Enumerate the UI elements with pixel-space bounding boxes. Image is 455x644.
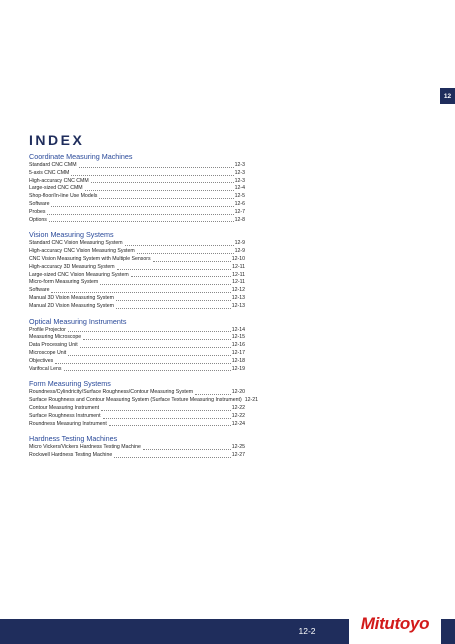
index-entry[interactable] <box>29 397 258 405</box>
entry-label: Probes <box>29 208 46 215</box>
dot-leader <box>64 370 231 371</box>
entry-page: 12-3 <box>234 169 245 176</box>
index-section <box>29 317 245 374</box>
index-entry[interactable] <box>29 366 245 374</box>
entry-page: 12-5 <box>234 193 245 200</box>
entry-page: 12-11 <box>232 279 245 286</box>
entry-label: Measuring Microscope <box>29 334 82 341</box>
index-section <box>29 379 258 428</box>
entry-label: Roundness/Cylindricity/Surface Roughness/Contour Measuring System <box>29 389 194 396</box>
index-entry[interactable] <box>29 240 245 248</box>
index-entry[interactable] <box>29 287 245 295</box>
dot-leader <box>116 300 231 301</box>
index-section <box>29 434 245 460</box>
index-entry[interactable] <box>29 201 245 209</box>
section-title: Vision Measuring Systems <box>29 230 114 240</box>
section-title: Hardness Testing Machines <box>29 434 118 444</box>
index-entry[interactable] <box>29 452 245 460</box>
index-entry[interactable] <box>29 358 245 366</box>
entry-label: Rockwell Hardness Testing Machine <box>29 452 113 459</box>
dot-leader <box>101 410 231 411</box>
index-entry[interactable] <box>29 405 245 413</box>
index-entry[interactable] <box>29 389 245 397</box>
index-entry[interactable] <box>29 248 245 256</box>
index-entry[interactable] <box>29 178 245 186</box>
entry-label: High-accuracy CNC Vision Measuring System <box>29 248 135 255</box>
dot-leader <box>195 394 231 395</box>
index-entry[interactable] <box>29 303 245 311</box>
index-section <box>29 152 245 224</box>
entry-page: 12-8 <box>234 216 245 223</box>
index-entry[interactable] <box>29 264 245 272</box>
dot-leader <box>125 245 234 246</box>
entry-label: Manual 2D Vision Measuring System <box>29 302 114 309</box>
index-entry[interactable] <box>29 185 245 193</box>
dot-leader <box>51 292 230 293</box>
index-entry[interactable] <box>29 295 245 303</box>
entry-label: Options <box>29 216 47 223</box>
index-entry[interactable] <box>29 217 245 225</box>
dot-leader <box>116 308 231 309</box>
logo-wordmark: Mitutoyo <box>360 614 430 633</box>
entry-label: Roundness Measuring Instrument <box>29 420 107 427</box>
entry-page: 12-3 <box>234 162 245 168</box>
entry-label: Objectives <box>29 357 54 364</box>
entry-page: 12-6 <box>234 200 245 207</box>
entry-page: 12-14 <box>231 326 245 333</box>
page-title: INDEX <box>29 132 85 148</box>
dot-leader <box>100 284 231 285</box>
entry-label: Software <box>29 200 50 207</box>
entry-label: Contour Measuring Instrument <box>29 404 100 411</box>
entry-page: 12-11 <box>232 263 245 270</box>
section-title: Coordinate Measuring Machines <box>29 152 133 161</box>
dot-leader <box>47 214 233 215</box>
dot-leader <box>68 355 231 356</box>
entry-label: Surface Roughness and Contour Measuring System (Surface Texture Measuring Instrument) <box>29 397 242 404</box>
dot-leader <box>79 167 234 168</box>
entry-label: Profile Projector <box>29 326 66 333</box>
entry-page: 12-3 <box>234 177 245 184</box>
entry-label: High-accuracy CNC CMM <box>29 177 89 184</box>
entry-page: 12-16 <box>231 342 245 349</box>
entry-label: Software <box>29 287 50 294</box>
index-entry[interactable] <box>29 256 245 264</box>
entry-page: 12-21 <box>244 397 258 404</box>
entry-page: 12-15 <box>231 334 245 341</box>
entry-page: 12-13 <box>231 294 245 301</box>
entry-page: 12-13 <box>231 302 245 309</box>
brand-logo <box>349 604 441 644</box>
entry-label: Manual 3D Vision Measuring System <box>29 294 114 301</box>
entry-page: 12-17 <box>231 349 245 356</box>
index-entry[interactable] <box>29 444 245 452</box>
index-entry[interactable] <box>29 193 245 201</box>
entry-label: Large-sized CNC Vision Measuring System <box>29 271 129 278</box>
entry-page: 12-10 <box>231 255 245 262</box>
dot-leader <box>80 347 231 348</box>
entry-page: 12-24 <box>231 420 245 427</box>
entry-label: High-accuracy 3D Measuring System <box>29 263 115 270</box>
entry-label: Surface Roughness Instrument <box>29 412 101 419</box>
dot-leader <box>131 276 231 277</box>
entry-page: 12-19 <box>231 365 245 372</box>
entry-page: 12-20 <box>231 389 245 396</box>
entry-page: 12-18 <box>231 357 245 364</box>
index-entry[interactable] <box>29 272 245 280</box>
index-section <box>29 230 245 310</box>
section-title: Form Measuring Systems <box>29 379 111 389</box>
dot-leader <box>117 269 231 270</box>
dot-leader <box>55 363 231 364</box>
index-entry[interactable] <box>29 350 245 358</box>
dot-leader <box>143 449 231 450</box>
index-entry[interactable] <box>29 162 245 170</box>
index-entry[interactable] <box>29 279 245 287</box>
entry-label: Standard CNC Vision Measuring System <box>29 240 123 247</box>
dot-leader <box>99 198 233 199</box>
page-number: 12-2 <box>290 626 324 636</box>
chapter-tab: 12 <box>440 88 455 104</box>
index-entry[interactable] <box>29 334 245 342</box>
index-entry[interactable] <box>29 327 245 335</box>
dot-leader <box>68 331 231 332</box>
entry-page: 12-22 <box>231 404 245 411</box>
entry-page: 12-9 <box>234 248 245 255</box>
entry-label: 5-axis CNC CMM <box>29 169 70 176</box>
index-entry[interactable] <box>29 170 245 178</box>
entry-page: 12-12 <box>231 287 245 294</box>
entry-label: CNC Vision Measuring System with Multiple Sensors <box>29 255 151 262</box>
dot-leader <box>85 190 234 191</box>
dot-leader <box>103 418 231 419</box>
dot-leader <box>137 253 234 254</box>
entry-page: 12-11 <box>232 271 245 278</box>
entry-page: 12-27 <box>231 452 245 459</box>
dot-leader <box>109 425 231 426</box>
dot-leader <box>153 261 231 262</box>
dot-leader <box>114 457 230 458</box>
entry-page: 12-22 <box>231 412 245 419</box>
entry-label: Micro-form Measuring System <box>29 279 99 286</box>
dot-leader <box>71 175 233 176</box>
dot-leader <box>51 206 233 207</box>
entry-page: 12-4 <box>234 185 245 192</box>
index-entry[interactable] <box>29 342 245 350</box>
index-entry[interactable] <box>29 413 245 421</box>
section-title: Optical Measuring Instruments <box>29 316 127 326</box>
index-content <box>29 152 258 466</box>
entry-page: 12-7 <box>234 208 245 215</box>
entry-label: Standard CNC CMM <box>29 162 77 168</box>
index-entry[interactable] <box>29 209 245 217</box>
entry-label: Microscope Unit <box>29 349 67 356</box>
entry-label: Micro Vickers/Vickers Hardness Testing Machine <box>29 444 141 451</box>
entry-label: Varifocal Lens <box>29 365 62 372</box>
entry-label: Large-sized CNC CMM <box>29 185 83 192</box>
index-entry[interactable] <box>29 421 245 429</box>
dot-leader <box>49 221 234 222</box>
entry-label: Data Processing Unit <box>29 342 78 349</box>
dot-leader <box>83 339 231 340</box>
entry-label: Shop-floor/In-line Use Models <box>29 193 98 200</box>
entry-page: 12-9 <box>234 240 245 247</box>
dot-leader <box>91 182 234 183</box>
entry-page: 12-25 <box>231 444 245 451</box>
